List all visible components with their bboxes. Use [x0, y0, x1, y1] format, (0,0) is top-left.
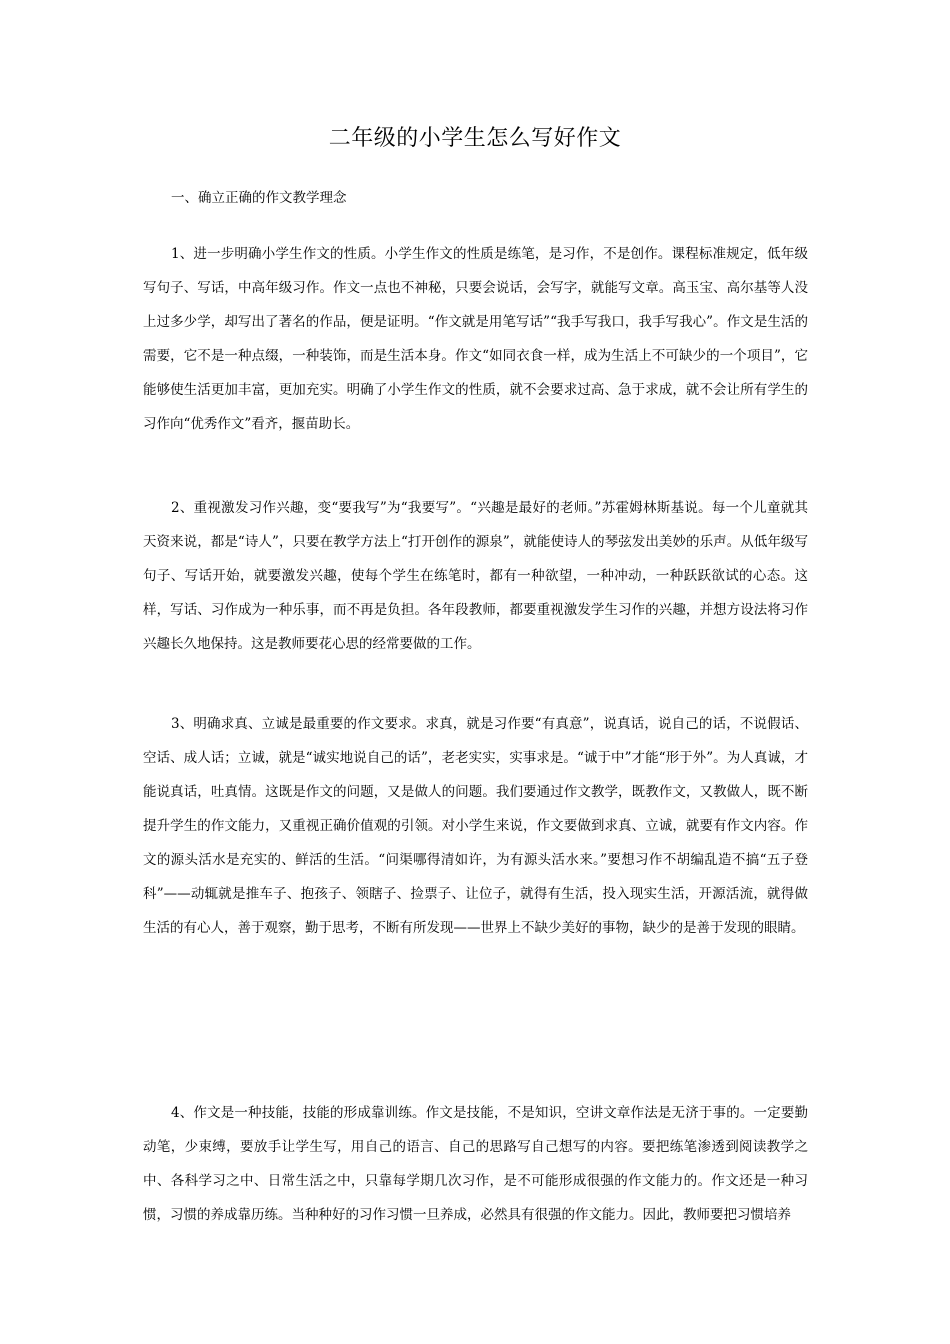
document-title: 二年级的小学生怎么写好作文	[328, 126, 622, 151]
paragraph-3: 3、明确求真、立诚是最重要的作文要求。求真，就是习作要“有真意”，说真话，说自己的话，不说假话、空话、成人话；立诚，就是“诚实地说自己的话”，老老实实，实事求是。“诚于中”才能“形于外”。为人真诚，才能说真话，吐真情。这既是作文的问题，又是做人的问题。我们要通过作文教学，既教作文，又教做人，既不断提升学生的作文能力，又重视正确价值观的引领。对小学生来说，作文要做到求真、立诚，就要有作文内容。作文的源头活水是充实的、鲜活的生活。“问渠哪得清如许，为有源头活水来。”要想习作不胡编乱造不搞“五子登科”——动辄就是推车子、抱孩子、领瞎子、捡票子、让位子，就得有生活，投入现实生活，开源活流，就得做生活的有心人，善于观察，勤于思考，不断有所发现——世界上不缺少美好的事物，缺少的是善于发现的眼睛。	[143, 716, 808, 936]
section-heading: 一、确立正确的作文教学理念	[171, 190, 347, 206]
paragraph-1: 1、进一步明确小学生作文的性质。小学生作文的性质是练笔，是习作，不是创作。课程标准规定，低年级写句子、写话，中高年级习作。作文一点也不神秘，只要会说话，会写字，就能写文章。高玉宝、高尔基等人没上过多少学，却写出了著名的作品，便是证明。“作文就是用笔写话”“我手写我口，我手写我心”。作文是生活的需要，它不是一种点缀，一种装饰，而是生活本身。作文“如同衣食一样，成为生活上不可缺少的一个项目”，它能够使生活更加丰富，更加充实。明确了小学生作文的性质，就不会要求过高、急于求成，就不会让所有学生的习作向“优秀作文”看齐，揠苗助长。	[143, 246, 808, 432]
paragraph-2: 2、重视激发习作兴趣，变“要我写”为“我要写”。“兴趣是最好的老师。”苏霍姆林斯基说。每一个儿童就其天资来说，都是“诗人”，只要在教学方法上“打开创作的源泉”，就能使诗人的琴弦发出美妙的乐声。从低年级写句子、写话开始，就要激发兴趣，使每个学生在练笔时，都有一种欲望，一种冲动，一种跃跃欲试的心态。这样，写话、习作成为一种乐事，而不再是负担。各年段教师，都要重视激发学生习作的兴趣，并想方设法将习作兴趣长久地保持。这是教师要花心思的经常要做的工作。	[143, 500, 808, 652]
paragraph-4: 4、作文是一种技能，技能的形成靠训练。作文是技能，不是知识，空讲文章作法是无济于事的。一定要勤动笔，少束缚，要放手让学生写，用自己的语言、自己的思路写自己想写的内容。要把练笔渗透到阅读教学之中、各科学习之中、日常生活之中，只靠每学期几次习作，是不可能形成很强的作文能力的。作文还是一种习惯，习惯的养成靠历练。当种种好的习作习惯一旦养成，必然具有很强的作文能力。因此，教师要把习惯培养	[143, 1105, 808, 1223]
